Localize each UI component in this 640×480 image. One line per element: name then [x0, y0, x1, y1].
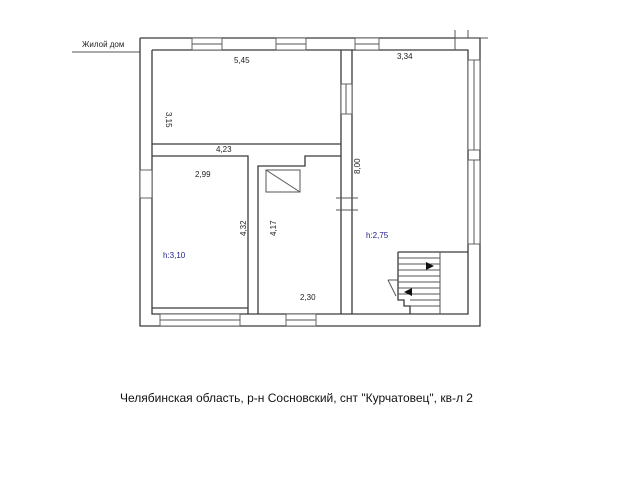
dim-left-room-height: 3,15 — [164, 112, 173, 128]
dim-right-room-height: 8,00 — [353, 158, 362, 174]
windows — [140, 38, 480, 326]
ceiling-height-right: h:2,75 — [366, 231, 389, 240]
ceiling-height-bottom-left: h:3,10 — [163, 251, 186, 260]
neighbor-house-label: Жилой дом — [82, 40, 125, 49]
dim-middle-room-width: 2,30 — [300, 293, 316, 302]
address-caption: Челябинская область, р-н Сосновский, снт "Курчатовец", кв-л 2 — [120, 391, 473, 405]
dim-bottom-left-width: 2,99 — [195, 170, 211, 179]
dimension-labels — [163, 52, 413, 302]
stove-box — [266, 170, 300, 192]
dim-top-right-width: 3,34 — [397, 52, 413, 61]
dim-top-left-width: 5,45 — [234, 56, 250, 65]
interior-walls — [152, 50, 352, 314]
stair-arrow-down-icon — [404, 288, 412, 296]
stair-arrow-up-icon — [426, 262, 434, 270]
dim-bottom-left-height: 4,32 — [239, 220, 248, 236]
neighbor-house-marker — [72, 40, 140, 52]
dim-mid-wall-length: 4,23 — [216, 145, 232, 154]
window-left — [140, 170, 152, 198]
dim-middle-room-height: 4,17 — [269, 220, 278, 236]
staircase — [388, 252, 468, 314]
doors — [336, 198, 358, 210]
